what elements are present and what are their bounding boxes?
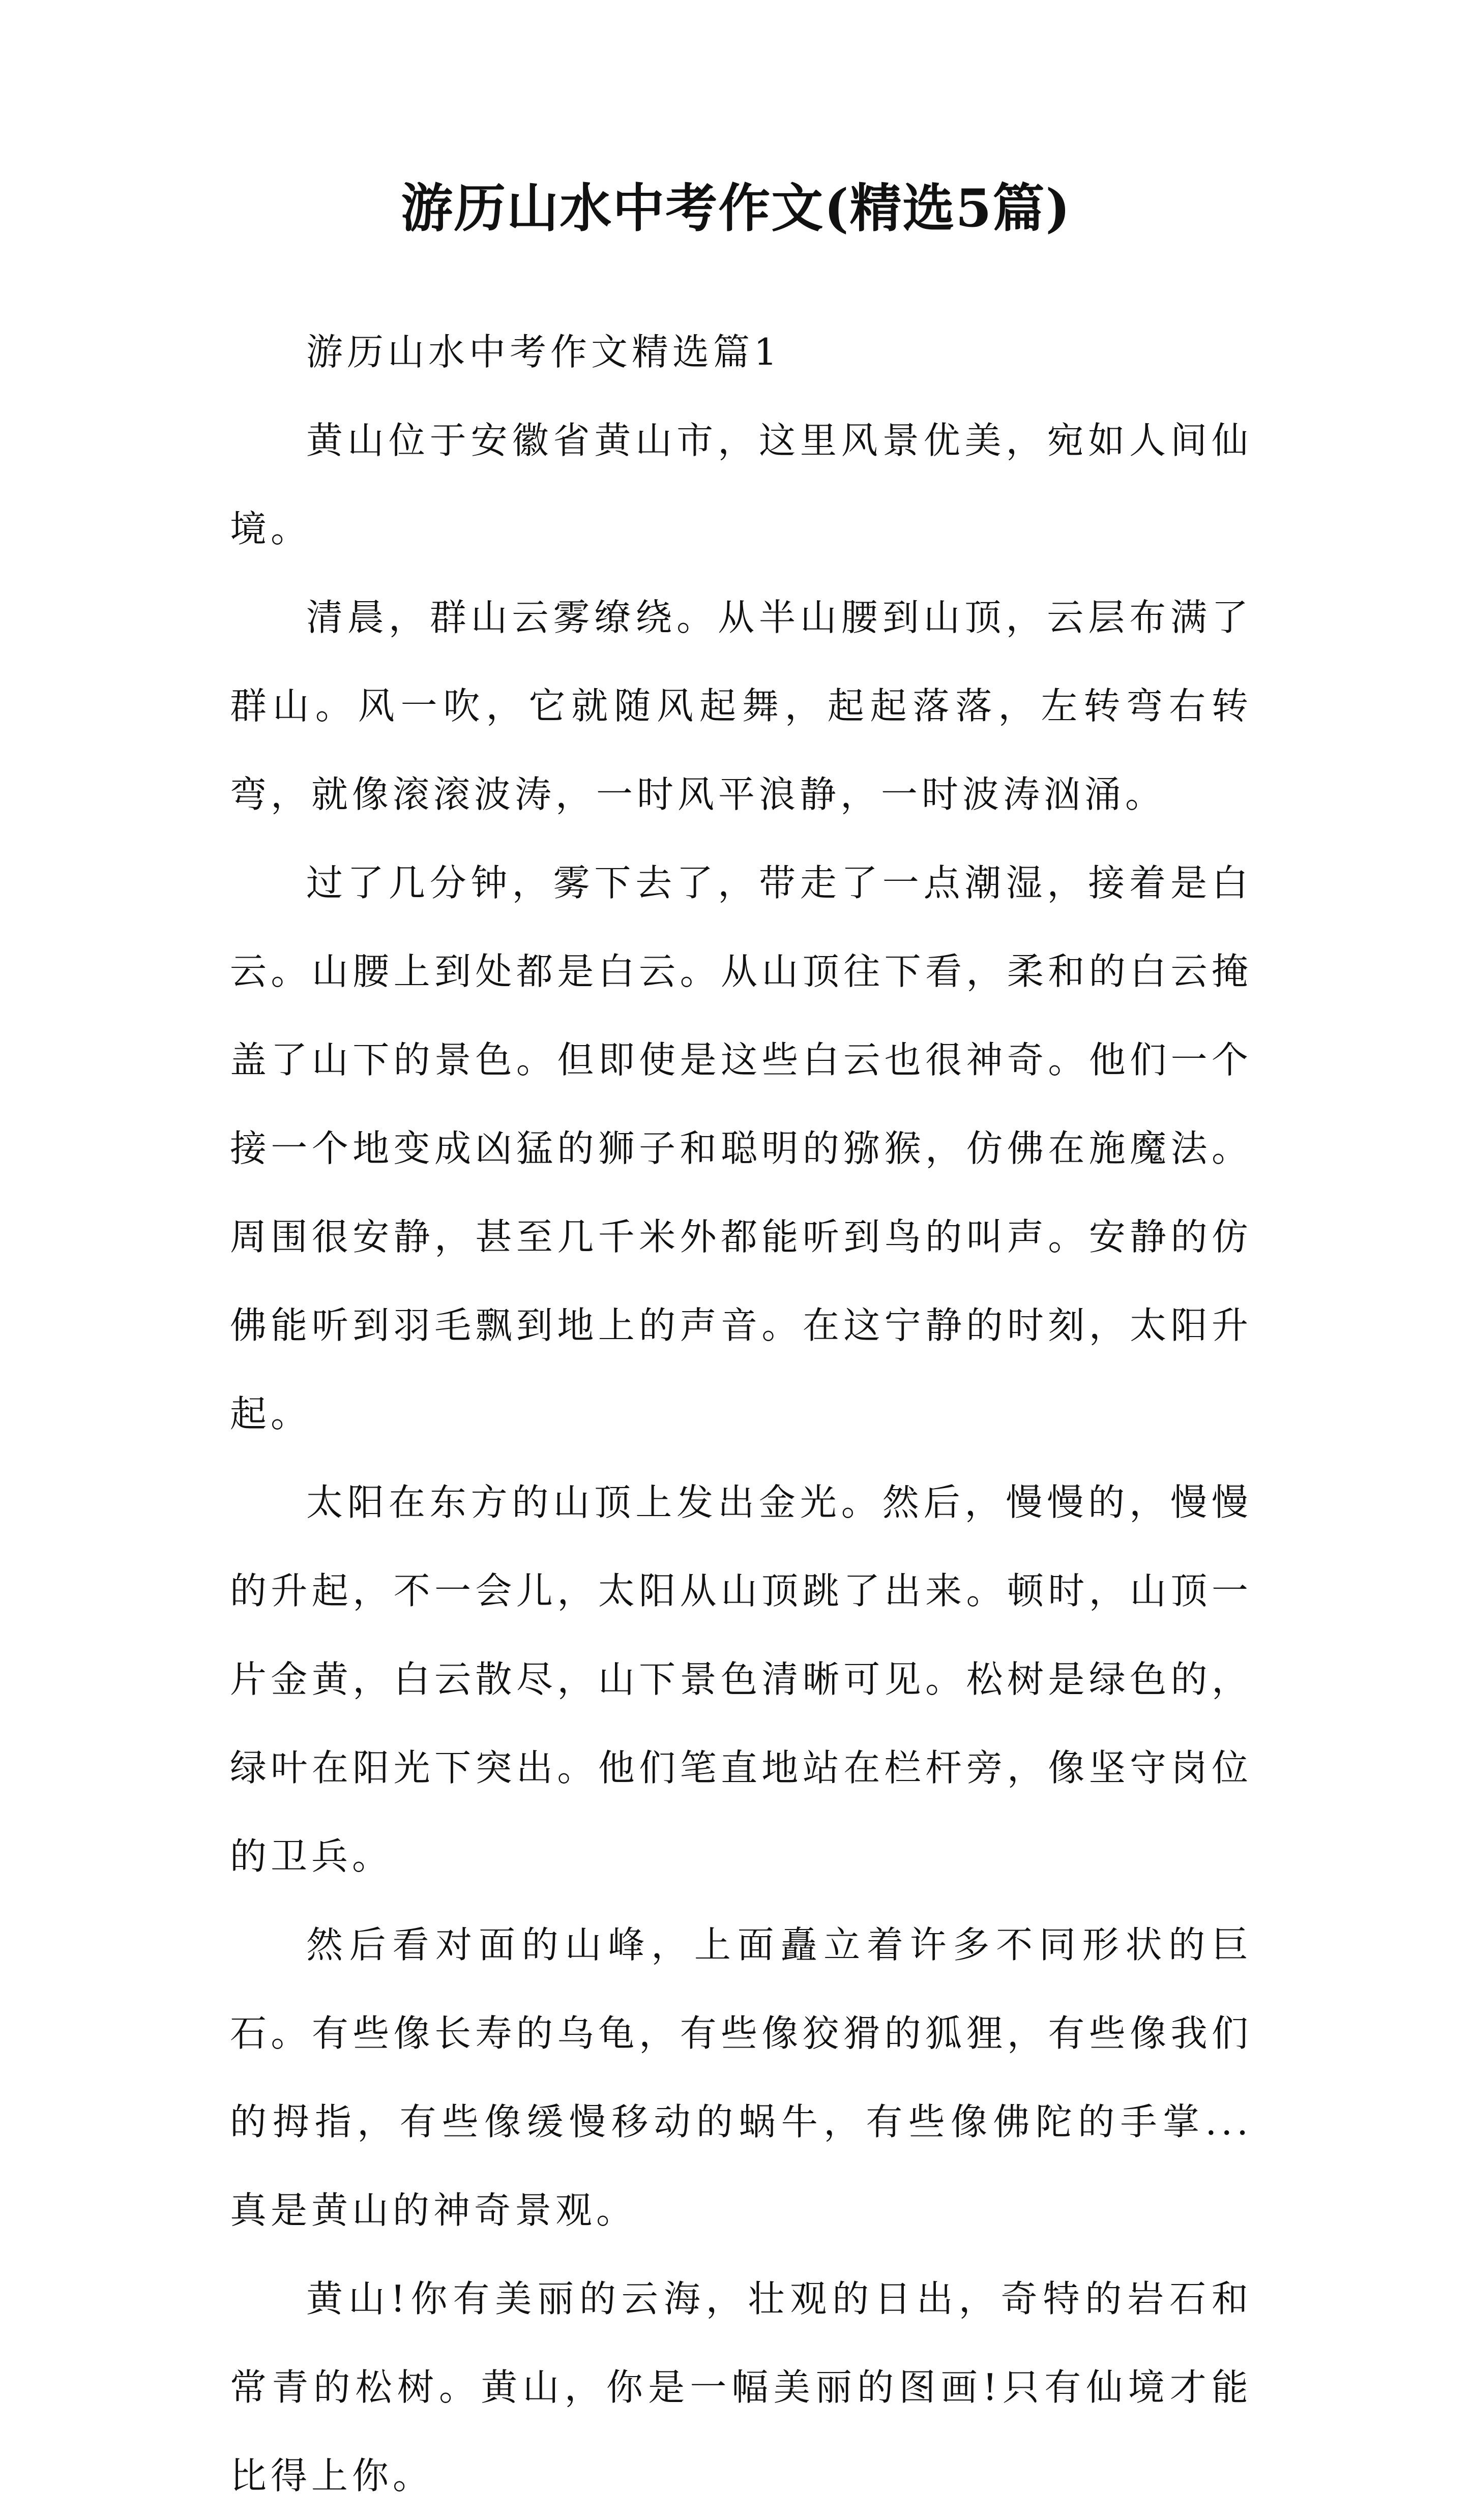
paragraph-morning-clouds: 清晨，群山云雾缭绕。从半山腰到山顶，云层布满了群山。风一吹，它就随风起舞，起起落落，左转弯右转弯，就像滚滚波涛，一时风平浪静，一时波涛汹涌。: [230, 596, 1252, 816]
paragraph-sunrise: 太阳在东方的山顶上发出金光。然后，慢慢的，慢慢的升起，不一会儿，太阳从山顶跳了出来。顿时，山顶一片金黄，白云散尽，山下景色清晰可见。松树是绿色的，绿叶在阳光下突出。他们笔直地站在栏杆旁，像坚守岗位的卫兵。: [230, 1481, 1252, 1878]
paragraph-rocks: 然后看对面的山峰，上面矗立着许多不同形状的巨石。有些像长寿的乌龟，有些像狡猾的狐狸，有些像我们的拇指，有些像缓慢移动的蜗牛，有些像佛陀的手掌...真是黄山的神奇景观。: [230, 1923, 1252, 2232]
paragraph-white-clouds: 过了几分钟，雾下去了，带走了一点潮湿，接着是白云。山腰上到处都是白云。从山顶往下看，柔和的白云掩盖了山下的景色。但即使是这些白云也很神奇。他们一个接一个地变成凶猛的狮子和聪明的猕猴，仿佛在施魔法。周围很安静，甚至几千米外都能听到鸟的叫声。安静的仿佛能听到羽毛飘到地上的声音。在这宁静的时刻，太阳升起。: [230, 862, 1252, 1435]
section-heading: 游历山水中考作文精选篇1: [306, 331, 781, 373]
document-body: [230, 308, 1252, 2520]
paragraph-intro: 黄山位于安徽省黄山市，这里风景优美，宛如人间仙境。: [230, 419, 1252, 550]
document-title: 游历山水中考作文(精选5篇): [401, 178, 1071, 239]
paragraph-conclusion: 黄山!你有美丽的云海，壮观的日出，奇特的岩石和常青的松树。黄山，你是一幅美丽的图画!只有仙境才能比得上你。: [230, 2277, 1252, 2497]
